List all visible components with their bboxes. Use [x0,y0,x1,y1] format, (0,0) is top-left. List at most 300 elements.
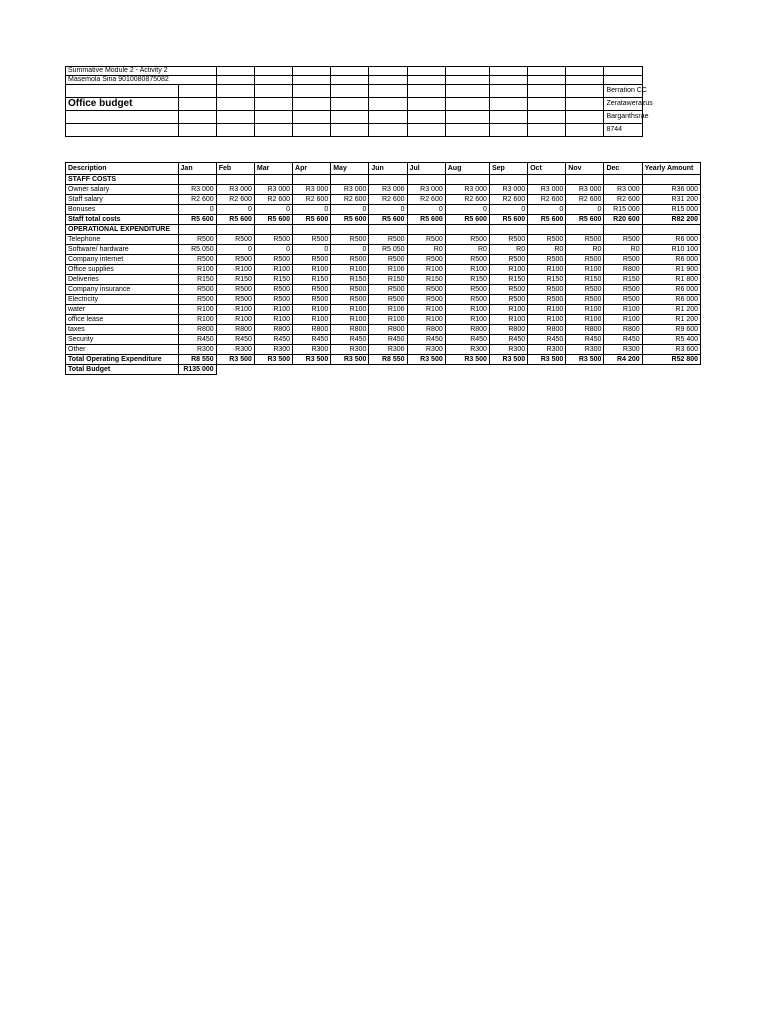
value-cell: R0 [604,245,642,255]
value-cell: R100 [566,305,604,315]
value-cell: R6 000 [642,255,700,265]
column-header: May [331,163,369,175]
empty-cell [604,175,642,185]
value-cell: R800 [331,325,369,335]
value-cell: R500 [254,235,292,245]
value-cell: R100 [178,265,216,275]
table-row [66,335,701,345]
column-header: Sep [489,163,527,175]
value-cell: R500 [331,235,369,245]
value-cell: R100 [445,315,489,325]
value-cell: R100 [178,315,216,325]
value-cell: R300 [445,345,489,355]
row-label: Deliveries [66,275,179,285]
value-cell: R5 600 [293,215,331,225]
value-cell: R100 [216,305,254,315]
activity-line: Summative Module 2 - Activity 2 [66,67,217,76]
value-cell: R3 500 [254,355,292,365]
value-cell: R500 [528,255,566,265]
value-cell: R500 [369,285,407,295]
row-label: Software/ hardware [66,245,179,255]
value-cell: R2 600 [216,195,254,205]
value-cell: R150 [331,275,369,285]
value-cell: R15 000 [642,205,700,215]
value-cell: R800 [216,325,254,335]
value-cell: R500 [489,295,527,305]
value-cell: R100 [489,315,527,325]
value-cell: R5 050 [178,245,216,255]
value-cell: R150 [293,275,331,285]
row-label: Office supplies [66,265,179,275]
value-cell: R500 [293,255,331,265]
empty-cell [331,225,369,235]
value-cell: R2 600 [566,195,604,205]
value-cell: R8 550 [369,355,407,365]
value-cell: R300 [254,345,292,355]
empty-cell [369,175,407,185]
value-cell: 0 [489,205,527,215]
postal-code: 8744 [604,124,642,137]
value-cell: R500 [178,295,216,305]
table-row [66,295,701,305]
value-cell: 0 [293,245,331,255]
value-cell: R150 [407,275,445,285]
empty-cell [604,225,642,235]
value-cell: R500 [528,235,566,245]
header-row [66,85,701,98]
value-cell: R2 600 [293,195,331,205]
value-cell: R100 [489,265,527,275]
row-label: taxes [66,325,179,335]
value-cell: R3 500 [489,355,527,365]
value-cell: R100 [254,265,292,275]
value-cell: R100 [216,265,254,275]
section-label: OPERATIONAL EXPENDITURE [66,225,179,235]
value-cell: R100 [216,315,254,325]
value-cell: R450 [566,335,604,345]
column-header: Nov [566,163,604,175]
value-cell: R100 [528,305,566,315]
value-cell: R500 [445,255,489,265]
value-cell: R500 [528,295,566,305]
value-cell: R500 [216,285,254,295]
document-header [65,66,701,137]
value-cell: R6 000 [642,235,700,245]
value-cell: R3 000 [528,185,566,195]
value-cell: R5 600 [407,215,445,225]
value-cell: R3 000 [604,185,642,195]
value-cell: R100 [528,265,566,275]
value-cell: R800 [445,325,489,335]
budget-table [65,162,701,375]
empty-cell [178,175,216,185]
value-cell: R500 [369,295,407,305]
empty-cell [489,225,527,235]
operating-total-row [66,355,701,365]
value-cell: R500 [216,255,254,265]
value-cell: R100 [566,265,604,275]
table-row [66,345,701,355]
value-cell: R500 [445,295,489,305]
value-cell: R2 600 [178,195,216,205]
empty-cell [528,225,566,235]
column-header: Jan [178,163,216,175]
table-row [66,325,701,335]
value-cell: R300 [489,345,527,355]
row-label: Bonuses [66,205,179,215]
value-cell: R52 800 [642,355,700,365]
value-cell: R100 [528,315,566,325]
row-label: Electricity [66,295,179,305]
value-cell: 0 [528,205,566,215]
value-cell: 0 [407,205,445,215]
column-header: Feb [216,163,254,175]
value-cell: R500 [407,235,445,245]
value-cell: 0 [293,205,331,215]
value-cell: R5 600 [216,215,254,225]
value-cell: R500 [331,295,369,305]
empty-cell [369,225,407,235]
value-cell: R100 [369,305,407,315]
value-cell: R5 600 [489,215,527,225]
value-cell: R300 [369,345,407,355]
value-cell: 0 [566,205,604,215]
empty-cell [178,225,216,235]
value-cell: R500 [178,235,216,245]
value-cell: R6 000 [642,295,700,305]
header-row [66,124,701,137]
value-cell: R4 200 [604,355,642,365]
value-cell: R100 [293,315,331,325]
value-cell: R100 [604,305,642,315]
value-cell: R800 [528,325,566,335]
total-budget-row [66,365,701,375]
value-cell: R500 [254,285,292,295]
row-label: water [66,305,179,315]
value-cell: R3 000 [178,185,216,195]
value-cell: R500 [254,295,292,305]
column-header: Oct [528,163,566,175]
value-cell: R36 000 [642,185,700,195]
value-cell: R9 600 [642,325,700,335]
value-cell: R2 600 [445,195,489,205]
value-cell: R150 [604,275,642,285]
value-cell: R2 600 [489,195,527,205]
column-header: Jun [369,163,407,175]
table-row [66,265,701,275]
value-cell: R150 [566,275,604,285]
value-cell: R100 [407,265,445,275]
value-cell: R500 [331,285,369,295]
table-row [66,245,701,255]
value-cell: R450 [604,335,642,345]
value-cell: R5 600 [331,215,369,225]
value-cell: R5 600 [178,215,216,225]
column-header: Dec [604,163,642,175]
value-cell: R3 500 [566,355,604,365]
empty-cell [254,225,292,235]
value-cell: R2 600 [331,195,369,205]
value-cell: R500 [178,285,216,295]
value-cell: R500 [216,235,254,245]
value-cell: R100 [445,265,489,275]
value-cell: R450 [407,335,445,345]
value-cell: R1 900 [642,265,700,275]
value-cell: R0 [489,245,527,255]
value-cell: R300 [604,345,642,355]
empty-cell [528,175,566,185]
value-cell: 0 [331,205,369,215]
value-cell: 0 [445,205,489,215]
staff-total-row [66,215,701,225]
table-row [66,205,701,215]
value-cell: R3 000 [407,185,445,195]
value-cell: R3 000 [566,185,604,195]
value-cell: R450 [369,335,407,345]
value-cell: R450 [445,335,489,345]
value-cell: R500 [369,255,407,265]
student-line: Masemola Sina 9010080875082 [66,76,217,85]
value-cell: R31 200 [642,195,700,205]
value-cell: R100 [489,305,527,315]
table-row [66,315,701,325]
value-cell: R100 [369,315,407,325]
row-label: Telephone [66,235,179,245]
value-cell: R5 400 [642,335,700,345]
value-cell: R5 600 [254,215,292,225]
value-cell: R2 600 [369,195,407,205]
value-cell: R500 [178,255,216,265]
empty-cell [642,225,700,235]
empty-cell [566,225,604,235]
value-cell: R500 [489,255,527,265]
value-cell: R500 [489,235,527,245]
value-cell: R3 000 [331,185,369,195]
value-cell: R100 [604,315,642,325]
value-cell: R800 [566,325,604,335]
address-line-1: Zeratawerazus [604,98,642,111]
value-cell: R5 050 [369,245,407,255]
value-cell: R500 [369,235,407,245]
value-cell: R1 200 [642,305,700,315]
value-cell: R100 [254,305,292,315]
value-cell: R300 [331,345,369,355]
row-label: Staff salary [66,195,179,205]
value-cell: R100 [407,305,445,315]
value-cell: R0 [566,245,604,255]
value-cell: R500 [566,235,604,245]
value-cell: R450 [254,335,292,345]
value-cell: R0 [445,245,489,255]
value-cell: R150 [528,275,566,285]
value-cell: R800 [489,325,527,335]
value-cell: R3 500 [445,355,489,365]
value-cell: R5 600 [445,215,489,225]
address-line-2: Barganthsrae [604,111,642,124]
value-cell: R800 [293,325,331,335]
header-row [66,76,701,85]
value-cell: R150 [445,275,489,285]
empty-cell [489,175,527,185]
value-cell: 0 [216,245,254,255]
value-cell: R500 [407,295,445,305]
value-cell: R100 [445,305,489,315]
value-cell: R800 [407,325,445,335]
value-cell: R5 600 [528,215,566,225]
empty-cell [566,175,604,185]
header-row [66,111,701,124]
value-cell: R300 [528,345,566,355]
value-cell: R0 [528,245,566,255]
value-cell: R2 600 [604,195,642,205]
value-cell: R450 [178,335,216,345]
value-cell: R500 [566,255,604,265]
value-cell: R3 500 [407,355,445,365]
company-name: Berration CC [604,85,642,98]
value-cell: R150 [254,275,292,285]
value-cell: R500 [445,235,489,245]
column-header: Jul [407,163,445,175]
empty-cell [216,225,254,235]
total-budget-value: R135 000 [178,365,216,375]
value-cell: R500 [528,285,566,295]
value-cell: R20 600 [604,215,642,225]
page-title: Office budget [66,98,179,111]
column-header-row [66,163,701,175]
table-row [66,185,701,195]
row-label: Security [66,335,179,345]
value-cell: R450 [331,335,369,345]
value-cell: R800 [254,325,292,335]
table-row [66,275,701,285]
value-cell: R100 [331,265,369,275]
value-cell: R300 [566,345,604,355]
column-header: Aug [445,163,489,175]
value-cell: R300 [407,345,445,355]
value-cell: R3 500 [216,355,254,365]
value-cell: R300 [178,345,216,355]
row-label: Staff total costs [66,215,179,225]
row-label: Company internet [66,255,179,265]
header-row [66,98,701,111]
value-cell: R1 800 [642,275,700,285]
value-cell: R500 [604,285,642,295]
header-row [66,67,701,76]
value-cell: R100 [293,305,331,315]
row-label: Company insurance [66,285,179,295]
table-row [66,285,701,295]
value-cell: R3 000 [445,185,489,195]
empty-cell [293,175,331,185]
value-cell: R450 [489,335,527,345]
value-cell: R3 000 [293,185,331,195]
value-cell: 0 [369,205,407,215]
value-cell: R500 [216,295,254,305]
section-label: STAFF COSTS [66,175,179,185]
row-label: Other [66,345,179,355]
section-operational-expenditure [66,225,701,235]
section-staff-costs [66,175,701,185]
value-cell: R1 200 [642,315,700,325]
table-row [66,235,701,245]
value-cell: R800 [604,265,642,275]
value-cell: R100 [566,315,604,325]
value-cell: R100 [293,265,331,275]
value-cell: R3 500 [528,355,566,365]
value-cell: R500 [407,285,445,295]
empty-cell [331,175,369,185]
value-cell: R82 200 [642,215,700,225]
value-cell: R500 [407,255,445,265]
value-cell: 0 [254,205,292,215]
value-cell: R450 [216,335,254,345]
empty-cell [407,225,445,235]
value-cell: R100 [254,315,292,325]
column-header: Mar [254,163,292,175]
table-row [66,305,701,315]
value-cell: 0 [178,205,216,215]
column-header: Yearly Amount [642,163,700,175]
value-cell: R500 [254,255,292,265]
value-cell: R450 [528,335,566,345]
value-cell: R500 [604,235,642,245]
value-cell: R100 [178,305,216,315]
value-cell: R500 [331,255,369,265]
value-cell: R100 [407,315,445,325]
value-cell: R3 000 [254,185,292,195]
row-label: office lease [66,315,179,325]
value-cell: R0 [407,245,445,255]
row-label: Total Budget [66,365,179,375]
column-header: Apr [293,163,331,175]
value-cell: R150 [178,275,216,285]
value-cell: R300 [216,345,254,355]
row-label: Total Operating Expenditure [66,355,179,365]
value-cell: R100 [369,265,407,275]
empty-cell [407,175,445,185]
table-row [66,255,701,265]
value-cell: R500 [293,295,331,305]
empty-cell [254,175,292,185]
value-cell: R500 [566,285,604,295]
table-row [66,195,701,205]
value-cell: 0 [331,245,369,255]
value-cell: R100 [331,305,369,315]
value-cell: R3 500 [293,355,331,365]
value-cell: R500 [604,295,642,305]
value-cell: R3 000 [489,185,527,195]
value-cell: R800 [178,325,216,335]
value-cell: R100 [331,315,369,325]
empty-cell [216,175,254,185]
value-cell: R150 [369,275,407,285]
value-cell: R15 000 [604,205,642,215]
value-cell: R800 [604,325,642,335]
empty-cell [445,225,489,235]
value-cell: R450 [293,335,331,345]
value-cell: R3 000 [216,185,254,195]
value-cell: R3 600 [642,345,700,355]
value-cell: R5 600 [369,215,407,225]
value-cell: R6 000 [642,285,700,295]
value-cell: R500 [293,235,331,245]
value-cell: R150 [216,275,254,285]
value-cell: R5 600 [566,215,604,225]
value-cell: R150 [489,275,527,285]
row-label: Owner salary [66,185,179,195]
value-cell: R300 [293,345,331,355]
value-cell: R800 [369,325,407,335]
